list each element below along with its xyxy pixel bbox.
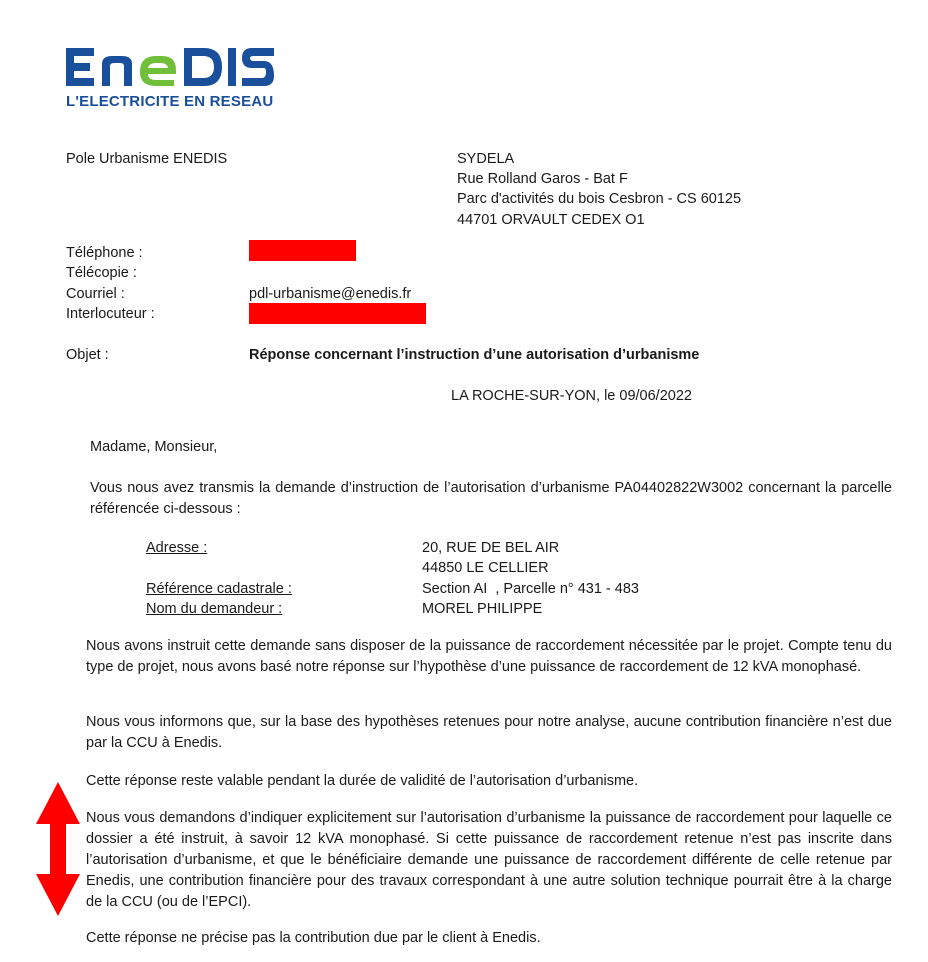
subject-text: Réponse concernant l’instruction d’une autorisation d’urbanisme	[249, 347, 700, 363]
sender-name: Pole Urbanisme ENEDIS	[66, 151, 228, 167]
double-arrow-vertical-icon	[36, 782, 80, 916]
email-label: Courriel :	[66, 286, 125, 302]
applicant-value: MOREL PHILIPPE	[422, 601, 543, 617]
recipient-line-4: 44701 ORVAULT CEDEX O1	[457, 212, 645, 228]
cadastral-value: Section AI , Parcelle n° 431 - 483	[422, 581, 639, 597]
fax-label: Télécopie :	[66, 265, 137, 281]
subject-label: Objet :	[66, 347, 109, 363]
recipient-line-3: Parc d'activités du bois Cesbron - CS 60125	[457, 191, 742, 207]
contact-label: Interlocuteur :	[66, 306, 155, 322]
redaction-contact	[249, 303, 426, 324]
paragraph-1: Nous avons instruit cette demande sans disposer de la puissance de raccordement nécessitée par le projet. Compte tenu du type de projet, nous avons basé notre réponse sur l’hypothèse d’une puissance de raccordement de 12 kVA monophasé.	[86, 638, 892, 675]
address-line-2: 44850 LE CELLIER	[422, 560, 549, 576]
place-date: LA ROCHE-SUR-YON, le 09/06/2022	[451, 388, 692, 404]
paragraph-3: Cette réponse reste valable pendant la durée de validité de l’autorisation d’urbanisme.	[86, 773, 639, 789]
cadastral-label: Référence cadastrale :	[146, 581, 292, 597]
phone-label: Téléphone :	[66, 245, 143, 261]
recipient-line-2: Rue Rolland Garos - Bat F	[457, 171, 628, 187]
recipient-line-1: SYDELA	[457, 151, 515, 167]
intro-paragraph: Vous nous avez transmis la demande d’instruction de l’autorisation d’urbanisme PA04402822W3002 concernant la parcelle référencée ci-dessous :	[90, 480, 892, 517]
address-line-1: 20, RUE DE BEL AIR	[422, 540, 560, 556]
salutation: Madame, Monsieur,	[90, 439, 218, 455]
applicant-label: Nom du demandeur :	[146, 601, 283, 617]
paragraph-2: Nous vous informons que, sur la base des hypothèses retenues pour notre analyse, aucune contribution financière n’est due par la CCU à Enedis.	[86, 714, 892, 751]
redaction-phone	[249, 240, 356, 261]
email-value: pdl-urbanisme@enedis.fr	[249, 286, 412, 302]
address-label: Adresse :	[146, 540, 208, 556]
paragraph-4: Nous vous demandons d’indiquer explicitement sur l’autorisation d’urbanisme la puissance de raccordement pour laquelle ce dossier a été instruit, à savoir 12 kVA monophasé. Si cette puissance de raccordement retenue n’est pas inscrite dans l’autorisation d’urbanisme, et que le bénéficiaire demande une puissance de raccordement différente de celle retenue par Enedis, une contribution financière pour des travaux correspondant à une autre solution technique pourrait être à la charge de la CCU (ou de l’EPCI).	[86, 810, 892, 910]
paragraph-5: Cette réponse ne précise pas la contribution due par le client à Enedis.	[86, 930, 541, 946]
logo-tagline: L'ELECTRICITE EN RESEAU	[66, 93, 274, 110]
